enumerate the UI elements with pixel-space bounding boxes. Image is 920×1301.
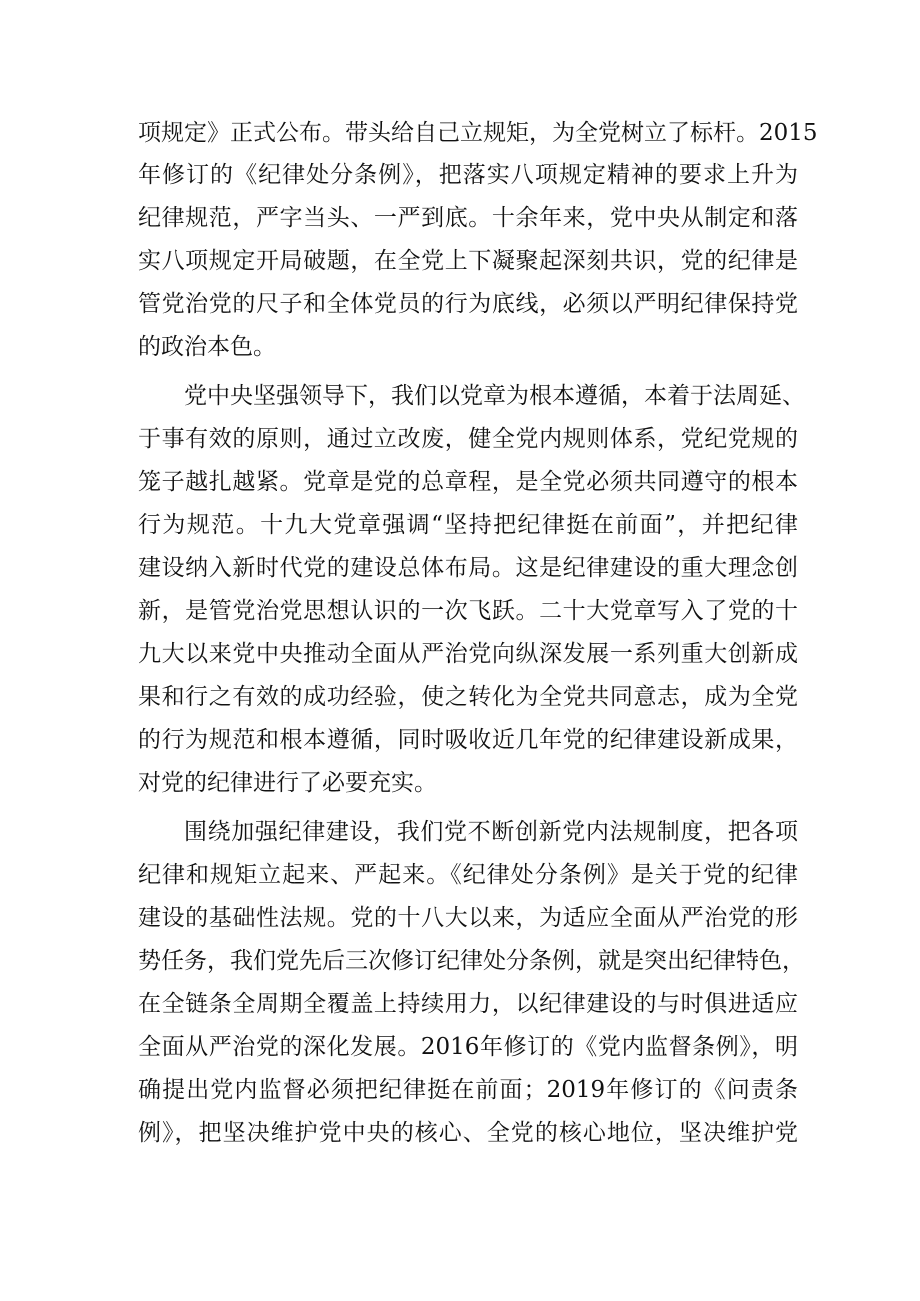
text-line: 的政治本色。: [138, 334, 276, 360]
text-line: 围绕加强纪律建设，我们党不断创新党内法规制度，把各项: [184, 819, 798, 845]
text-line: 对党的纪律进行了必要充实。: [138, 770, 437, 796]
text-line: 纪律规范，严字当头、一严到底。十余年来，党中央从制定和落: [138, 205, 798, 231]
text-line: 确提出党内监督必须把纪律挺在前面；2019年修订的《问责条: [138, 1077, 798, 1103]
text-line: 实八项规定开局破题，在全党上下凝聚起深刻共识，党的纪律是: [138, 248, 798, 274]
text-line: 势任务，我们党先后三次修订纪律处分条例，就是突出纪律特色，: [138, 948, 805, 974]
text-line: 年修订的《纪律处分条例》，把落实八项规定精神的要求上升为: [138, 162, 798, 188]
text-line: 九大以来党中央推动全面从严治党向纵深发展一系列重大创新成: [138, 641, 798, 667]
text-line: 果和行之有效的成功经验，使之转化为全党共同意志，成为全党: [138, 684, 798, 710]
text-line: 纪律和规矩立起来、严起来。《纪律处分条例》是关于党的纪律: [138, 862, 798, 888]
text-line: 全面从严治党的深化发展。2016年修订的《党内监督条例》，明: [138, 1034, 798, 1060]
text-line: 管党治党的尺子和全体党员的行为底线，必须以严明纪律保持党: [138, 291, 798, 317]
text-line: 建设纳入新时代党的建设总体布局。这是纪律建设的重大理念创: [138, 555, 798, 581]
text-line: 党中央坚强领导下，我们以党章为根本遵循，本着于法周延、: [184, 383, 805, 409]
text-line: 于事有效的原则，通过立改废，健全党内规则体系，党纪党规的: [138, 426, 798, 452]
text-line: 行为规范。十九大党章强调“坚持把纪律挺在前面”，并把纪律: [138, 512, 798, 538]
text-line: 例》，把坚决维护党中央的核心、全党的核心地位，坚决维护党: [138, 1120, 798, 1146]
text-line: 的行为规范和根本遵循，同时吸收近几年党的纪律建设新成果，: [138, 727, 798, 753]
text-line: 项规定》正式公布。带头给自己立规矩，为全党树立了标杆。2015: [138, 120, 818, 146]
text-line: 新，是管党治党思想认识的一次飞跃。二十大党章写入了党的十: [138, 598, 798, 624]
text-line: 建设的基础性法规。党的十八大以来，为适应全面从严治党的形: [138, 905, 798, 931]
text-line: 笼子越扎越紧。党章是党的总章程，是全党必须共同遵守的根本: [138, 469, 798, 495]
text-line: 在全链条全周期全覆盖上持续用力，以纪律建设的与时俱进适应: [138, 991, 798, 1017]
